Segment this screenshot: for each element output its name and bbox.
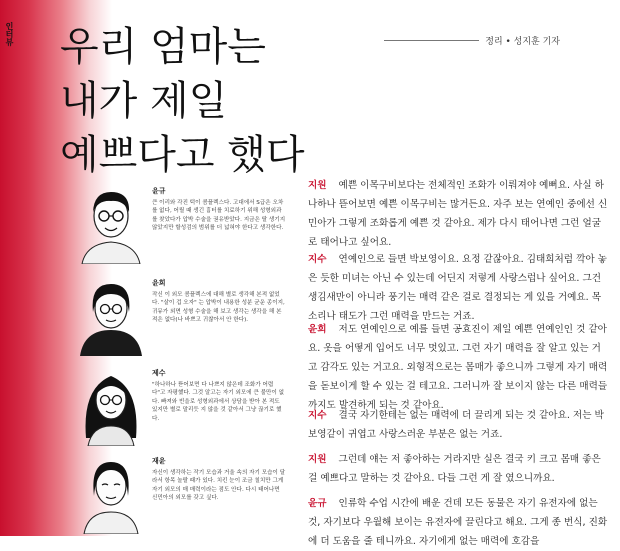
byline-rule <box>384 40 479 41</box>
qa-entry <box>308 450 608 488</box>
headline-line-2: 내가 제일 <box>60 78 228 124</box>
qa-entry <box>308 320 608 415</box>
headline-line-1: 우리 엄마는 <box>60 24 266 70</box>
qa-entry <box>308 250 608 326</box>
qa-text: 저도 연예인으로 예를 들면 공효진이 제일 예쁜 연예인인 것 같아요. 옷을 어떻게 입어도 너무 멋있고. 그런 자기 매력을 잘 알고 있는 거고 감각도 있는 거고요. 외형적으로는 몸매가 좋으니까 그렇게 자기 매력을 돋보이게 할 수 있는 걸 테고요. 그러니까 잘 보이지 않는 다른 매력들까지도 발견하게 되는 것 같아요. <box>308 324 608 411</box>
person-profile <box>78 368 288 448</box>
person-bio <box>152 278 286 325</box>
qa-entry <box>308 494 608 551</box>
person-bio <box>152 186 286 233</box>
qa-speaker: 지원 <box>308 454 327 465</box>
portrait-woman-glasses-dark-coat <box>78 278 144 356</box>
person-bio-text: 작신 이 외모 콤플렉스에 대해 별로 생각해 본적 없었다. "살이 겁 오자" 는 압박이 내용한 성분 균운 종이지, 귀뮤가 외면 성형 수술을 해 보고 생각는 생각을 해 본 적은 없다(나 바쁘고 귀찮아서 안 한다). <box>152 292 285 324</box>
qa-speaker: 윤규 <box>308 498 327 509</box>
qa-speaker: 지수 <box>308 410 327 421</box>
qa-speaker: 지원 <box>308 180 327 191</box>
person-name: 재윤 <box>152 457 166 465</box>
person-name: 윤희 <box>152 279 166 287</box>
person-profile <box>78 456 288 536</box>
person-name: 윤규 <box>152 187 166 195</box>
qa-entry <box>308 176 608 252</box>
portrait-man-glasses <box>78 186 144 264</box>
qa-speaker: 지수 <box>308 254 327 265</box>
person-bio-text: 큰 이리와 각진 턱이 콤플렉스다. 고대에서 S급은 오차를 없다, 어릴 때 생긴 흉터를 치료하기 위해 성형외과를 찾았다가 압박 수술을 권유받았다. 지금은 탈 생기지 않았지만 할성검의 범위를 더 넓혀야 한다고 생각한다. <box>152 200 286 232</box>
person-bio-text: "하나하나 뜯어보면 다 나쁘지 않은데 조화가 어렵다"고 자평했다. 그것 알고는 자기 외모에 큰 불만이 없다. 빠져와 빈을로 성형외과에서 상담을 받아 본 적도 있지만 별로 말리듯 지 않을 것 같아서 그냥 끊기로 했다. <box>152 382 285 422</box>
person-bio-text: 자신이 생각하는 작기 모습과 거울 속의 자기 모습이 달라서 항목 놀랄 때가 있다. 치킨 눈이 조금 칠치만 그게 자기 외모의 매 매력이라는 점도 안다. 다시 태어나면 신민아의 외모를 갖고 싶다. <box>152 470 286 502</box>
headline <box>60 20 305 182</box>
person-bio <box>152 456 286 503</box>
qa-text: 그런데 얘는 저 좋아하는 거라지만 실은 결국 키 크고 몸매 좋은 걸 예쁘다고 말하는 것 같아요. 다들 그런 게 잘 였으니까요. <box>308 454 601 484</box>
qa-text: 인류학 수업 시간에 배운 건데 모든 동물은 자기 유전자에 없는 것, 자기보다 우월해 보이는 유전자에 끌린다고 해요. 그게 종 번식, 진화에 더 도움을 줄 테니까요. 자기에게 없는 매력에 호감을 <box>308 498 608 547</box>
byline-text: 정리 • 성지훈 기자 <box>485 37 560 47</box>
portrait-woman-long-hair <box>78 368 144 446</box>
qa-entry <box>308 406 608 444</box>
byline <box>384 34 560 47</box>
portrait-woman-short-hair <box>78 456 144 534</box>
person-bio <box>152 368 286 423</box>
qa-text: 결국 자기한테는 없는 매력에 더 끌리게 되는 것 같아요. 저는 박보영같이 귀엽고 사랑스러운 부분은 없는 거죠. <box>308 410 604 440</box>
person-profile <box>78 186 288 266</box>
person-profile <box>78 278 288 358</box>
person-name: 제수 <box>152 369 166 377</box>
qa-text: 예쁜 이목구비보다는 전체적인 조화가 이뤄져야 예뻐요. 사실 하나하나 뜯어보면 예쁜 이목구비는 많거든요. 자주 보는 연예인 중에선 신민아가 그렇게 조화롭게 예쁜 것 같아요. 제가 다시 태어나면 그런 얼굴로 태어나고 싶어요. <box>308 180 608 248</box>
qa-speaker: 윤희 <box>308 324 327 335</box>
headline-line-3: 예쁘다고 했다 <box>60 132 305 178</box>
section-tag: 인터뷰 <box>5 22 14 46</box>
qa-text: 연예인으로 들면 박보영이요. 요정 같잖아요. 김태희처럼 깍아 놓은 듯한 미녀는 아닌 수 있는데 어딘지 저렇게 사랑스럽나 싶어요. 그건 생김새만이 아니라 풍기는 매력 같은 걸로 결정되는 게 있을 거예요. 목소리나 태도가 그런 매력을 만드는 거죠. <box>308 254 607 322</box>
